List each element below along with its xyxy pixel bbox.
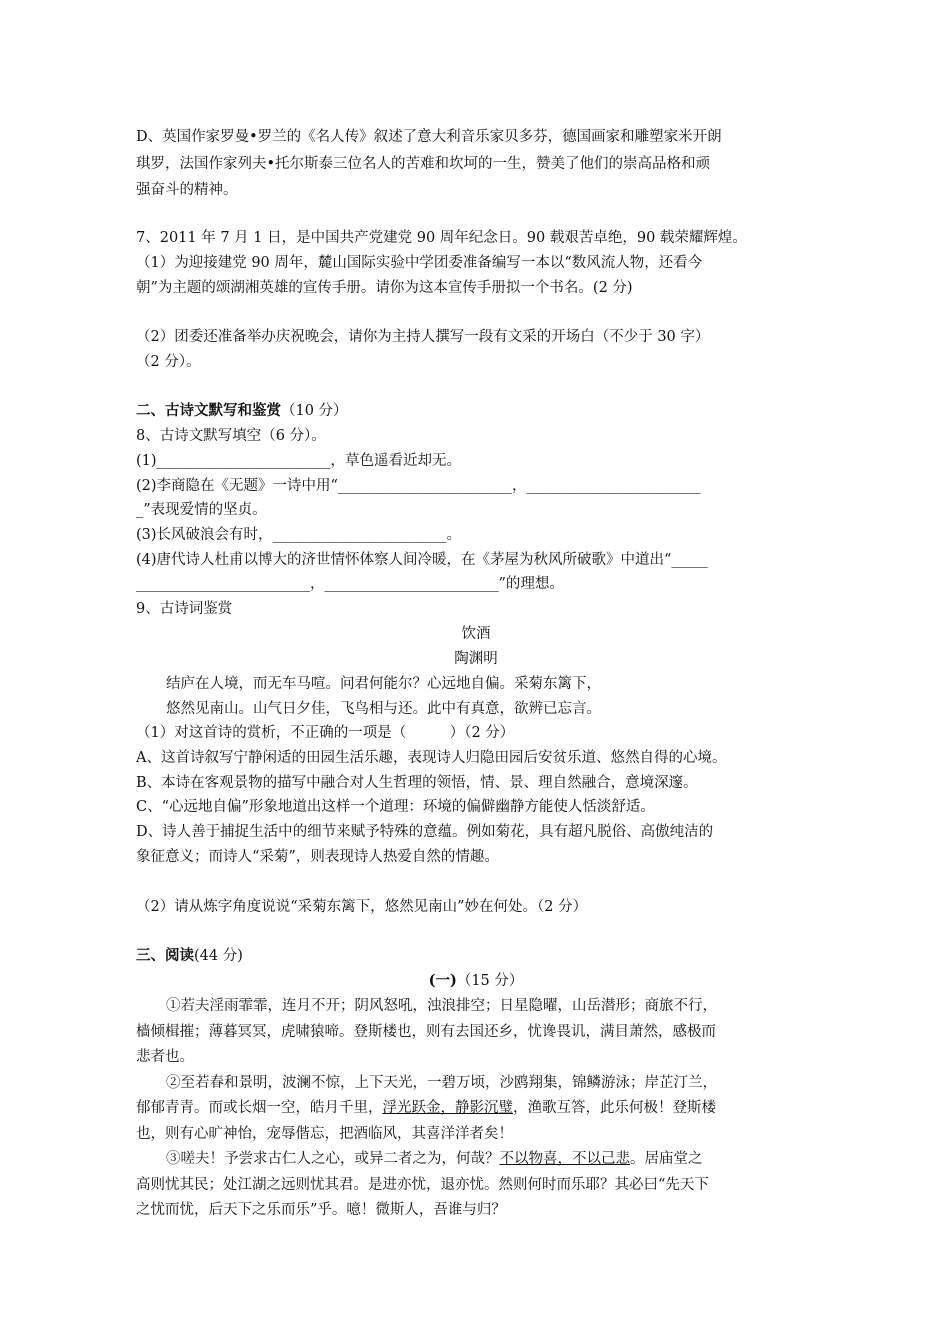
- q8-item2-line2: _”表现爱情的坚贞。: [136, 502, 267, 518]
- reading-part1-title-line: [136, 971, 816, 991]
- passage-para1-line2: 樯倾楫摧；薄暮冥冥，虎啸猿啼。登斯楼也，则有去国还乡，忧谗畏讥，满目萧然，感极而: [136, 1024, 716, 1040]
- q7-part2-line1: （2）团委还准备举办庆祝晚会，请你为主持人撰写一段有文采的开场白（不少于 30 字）: [136, 329, 710, 345]
- reading-part1-score: （15 分）: [456, 973, 524, 989]
- q6-option-d-line1: D、英国作家罗曼•罗兰的《名人传》叙述了意大利音乐家贝多芬，德国画家和雕塑家米开朗: [136, 129, 722, 145]
- q8-item3: (3)长风破浪会有时，________________________。: [136, 527, 462, 543]
- passage-para3-line3: 之忧而忧，后天下之乐而乐”乎。噫！微斯人，吾谁与归？: [136, 1202, 506, 1218]
- q7-intro: 7、2011 年 7 月 1 日，是中国共产党建党 90 周年纪念日。90 载艰苦卓绝，90 载荣耀辉煌。: [136, 230, 747, 246]
- q8-item4-line2: ________________________，________________________”的理想。: [136, 576, 564, 592]
- passage-text: 。居庙堂之: [630, 1151, 703, 1167]
- underlined-phrase: 浮光跃金，静影沉璧: [382, 1100, 513, 1116]
- poem-title: 饮酒: [461, 626, 491, 642]
- poem-line1: 结庐在人境，而无车马喧。问君何能尔？心远地自偏。采菊东篱下，: [166, 676, 601, 692]
- passage-text: 郁郁青青。而或长烟一空，皓月千里，: [136, 1100, 383, 1116]
- q7-part2-line2: （2 分）。: [136, 354, 201, 370]
- passage-para1-line3: 悲者也。: [136, 1049, 194, 1065]
- section2-heading-line: [136, 401, 348, 421]
- q8-title: 8、古诗文默写填空（6 分）。: [136, 428, 326, 444]
- q9-part2: （2）请从炼字角度说说“采菊东篱下，悠然见南山”妙在何处。（2 分）: [136, 899, 588, 915]
- reading-part1-title: (一): [428, 972, 457, 989]
- q8-item2-line1: (2)李商隐在《无题》一诗中用“________________________，________________________: [136, 478, 701, 494]
- passage-para2-line1: ②至若春和景明，波澜不惊，上下天光，一碧万顷，沙鸥翔集，锦鳞游泳；岸芷汀兰，: [166, 1075, 717, 1091]
- passage-text: ，渔歌互答，此乐何极！登斯楼: [513, 1100, 716, 1116]
- section3-heading-line: [136, 946, 243, 966]
- q9-option-a: A、这首诗叙写宁静闲适的田园生活乐趣，表现诗人归隐田园后安贫乐道、悠然自得的心境。: [136, 750, 727, 766]
- q8-item4-line1: (4)唐代诗人杜甫以博大的济世情怀体察人间冷暖，在《茅屋为秋风所破歌》中道出“_____: [136, 552, 708, 568]
- q8-item1: (1)________________________，草色遥看近却无。: [136, 453, 462, 469]
- q9-option-b: B、本诗在客观景物的描写中融合对人生哲理的领悟，情、景、理自然融合，意境深邃。: [136, 775, 698, 791]
- q9-option-d-line2: 象征意义；而诗人“采菊”，则表现诗人热爱自然的情趣。: [136, 849, 499, 865]
- q7-part1-line2: 朝”为主题的颂湖湘英雄的宣传手册。请你为这本宣传手册拟一个书名。(2 分): [136, 280, 633, 296]
- section3-score: (44 分): [194, 948, 243, 964]
- q7-part1-line1: （1）为迎接建党 90 周年，麓山国际实验中学团委准备编写一本以“数风流人物，还看今: [136, 255, 703, 271]
- passage-para3-line1: [166, 1149, 703, 1169]
- section2-heading: 二、古诗文默写和鉴赏: [136, 402, 281, 419]
- q9-title: 9、古诗词鉴赏: [136, 601, 233, 617]
- passage-para3-line2: 高则忧其民；处江湖之远则忧其君。是进亦忧，退亦忧。然则何时而乐耶？其必曰“先天下: [136, 1177, 709, 1193]
- q9-part1: （1）对这首诗的赏析，不正确的一项是（ ）（2 分）: [136, 725, 515, 741]
- passage-text: ③嗟夫！予尝求古仁人之心，或异二者之为，何哉？: [166, 1151, 500, 1167]
- passage-para1-line1: ①若夫淫雨霏霏，连月不开；阴风怒吼，浊浪排空；日星隐曜，山岳潜形；商旅不行，: [166, 998, 717, 1014]
- q6-option-d-line3: 强奋斗的精神。: [136, 182, 238, 198]
- q9-option-d-line1: D、诗人善于捕捉生活中的细节来赋予特殊的意蕴。例如菊花，具有超凡脱俗、高傲纯洁的: [136, 824, 714, 840]
- q6-option-d-line2: 琪罗，法国作家列夫•托尔斯泰三位名人的苦难和坎坷的一生，赞美了他们的崇高品格和顽: [136, 156, 711, 172]
- q9-option-c: C、“心远地自偏”形象地道出这样一个道理：环境的偏僻幽静方能使人恬淡舒适。: [136, 799, 655, 815]
- underlined-phrase: 不以物喜，不以己悲: [499, 1151, 630, 1167]
- passage-para2-line2: [136, 1098, 716, 1118]
- section3-heading: 三、阅读: [136, 947, 194, 964]
- poem-author: 陶渊明: [454, 651, 498, 667]
- poem-line2: 悠然见南山。山气日夕佳，飞鸟相与还。此中有真意，欲辨已忘言。: [166, 701, 601, 717]
- passage-para2-line3: 也，则有心旷神怡，宠辱偕忘，把酒临风，其喜洋洋者矣！: [136, 1126, 513, 1142]
- section2-score: （10 分）: [281, 403, 348, 419]
